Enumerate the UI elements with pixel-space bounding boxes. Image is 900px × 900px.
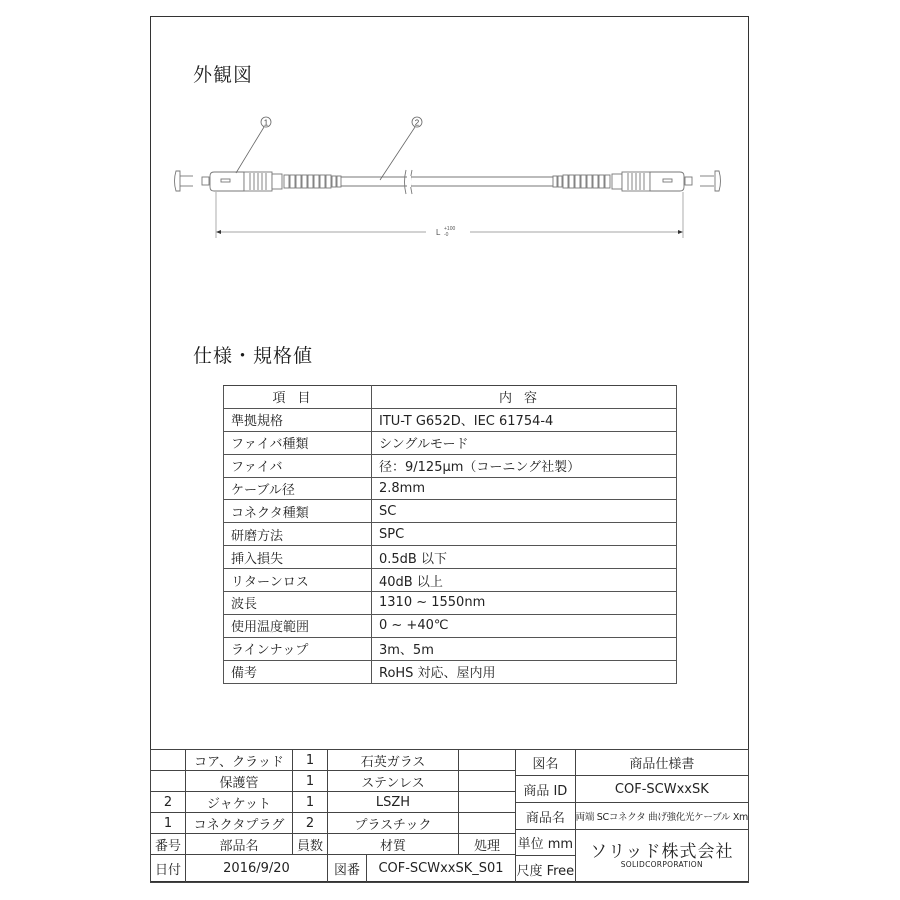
part-no <box>151 771 186 792</box>
spec-value: SC <box>372 500 677 523</box>
part-qty: 1 <box>293 792 328 813</box>
drawing-name-label: 図名 <box>516 750 576 776</box>
parts-list-header <box>151 834 516 855</box>
spec-value: 40dB 以上 <box>372 569 677 592</box>
table-row <box>151 771 516 792</box>
date-label: 日付 <box>151 855 186 883</box>
table-row <box>224 431 677 454</box>
spec-value: ITU-T G652D、IEC 61754-4 <box>372 408 677 431</box>
drawing-name-value: 商品仕様書 <box>575 750 748 776</box>
spec-item: 波長 <box>224 592 372 615</box>
tolerance-upper: +100 <box>444 226 456 232</box>
header-material: 材質 <box>328 834 459 855</box>
part-treatment <box>459 771 516 792</box>
right-dust-cap-icon <box>715 171 721 191</box>
table-row <box>224 569 677 592</box>
header-no: 番号 <box>151 834 186 855</box>
spec-table-header <box>224 386 677 409</box>
table-row <box>151 792 516 813</box>
parts-list <box>150 749 516 883</box>
table-row <box>224 614 677 637</box>
spec-item: 準拠規格 <box>224 408 372 431</box>
table-row <box>224 546 677 569</box>
callout-1: 1 <box>263 118 269 128</box>
table-row <box>224 477 677 500</box>
date-row <box>151 855 516 883</box>
spec-value: 0.5dB 以下 <box>372 546 677 569</box>
unit-row <box>516 830 749 856</box>
spec-item: ラインナップ <box>224 637 372 660</box>
product-name-row <box>516 803 749 830</box>
spec-title: 仕様・規格値 <box>193 345 314 367</box>
date-value: 2016/9/20 <box>186 855 328 883</box>
spec-value: 0 ~ +40℃ <box>372 614 677 637</box>
table-row <box>224 592 677 615</box>
company-cell <box>575 830 748 883</box>
part-qty: 2 <box>293 813 328 834</box>
table-row <box>151 750 516 771</box>
part-name: コネクタプラグ <box>186 813 293 834</box>
product-id-label: 商品 ID <box>516 776 576 803</box>
part-name: ジャケット <box>186 792 293 813</box>
header-name: 部品名 <box>186 834 293 855</box>
unit-label: 単位 mm <box>516 830 576 856</box>
header-content: 内容 <box>372 386 677 409</box>
scale-label: 尺度 Free <box>516 856 576 883</box>
left-dust-cap-icon <box>175 171 181 191</box>
table-row <box>224 454 677 477</box>
spec-item: 挿入損失 <box>224 546 372 569</box>
table-row <box>224 637 677 660</box>
table-row <box>224 500 677 523</box>
spec-value: 2.8mm <box>372 477 677 500</box>
part-material: ステンレス <box>328 771 459 792</box>
spec-value: SPC <box>372 523 677 546</box>
spec-value: 1310 ~ 1550nm <box>372 592 677 615</box>
callout-2: 2 <box>414 118 420 128</box>
drawing-no-value: COF-SCWxxSK_S01 <box>367 855 516 883</box>
part-no <box>151 750 186 771</box>
drawing-name-row <box>516 750 749 776</box>
drawing-no-label: 図番 <box>328 855 367 883</box>
spec-value: シングルモード <box>372 431 677 454</box>
company-name: ソリッド株式会社 <box>590 842 734 862</box>
product-name-value: 両端 SCコネクタ 曲げ強化光ケーブル Xm <box>575 803 748 830</box>
table-row <box>224 660 677 683</box>
product-id-row <box>516 776 749 803</box>
part-treatment <box>459 792 516 813</box>
part-treatment <box>459 750 516 771</box>
part-material: プラスチック <box>328 813 459 834</box>
appearance-title: 外観図 <box>193 64 254 86</box>
spec-item: ケーブル径 <box>224 477 372 500</box>
table-row <box>151 813 516 834</box>
header-item: 項目 <box>224 386 372 409</box>
part-qty: 1 <box>293 771 328 792</box>
part-no: 1 <box>151 813 186 834</box>
part-no: 2 <box>151 792 186 813</box>
product-id-value: COF-SCWxxSK <box>575 776 748 803</box>
spec-item: ファイバ <box>224 454 372 477</box>
part-name: コア、クラッド <box>186 750 293 771</box>
product-name-label: 商品名 <box>516 803 576 830</box>
part-name: 保護管 <box>186 771 293 792</box>
spec-item: 備考 <box>224 660 372 683</box>
spec-table <box>223 385 677 684</box>
header-treatment: 処理 <box>459 834 516 855</box>
part-treatment <box>459 813 516 834</box>
part-qty: 1 <box>293 750 328 771</box>
company-name-en: SOLIDCORPORATION <box>620 860 703 869</box>
spec-item: リターンロス <box>224 569 372 592</box>
dimension-label: L <box>436 228 441 237</box>
part-material: LSZH <box>328 792 459 813</box>
cable-drawing <box>165 110 735 245</box>
spec-item: 使用温度範囲 <box>224 614 372 637</box>
part-material: 石英ガラス <box>328 750 459 771</box>
spec-value: RoHS 対応、屋内用 <box>372 660 677 683</box>
spec-value: 径：9/125μm（コーニング社製） <box>372 454 677 477</box>
spec-item: コネクタ種類 <box>224 500 372 523</box>
table-row <box>224 523 677 546</box>
spec-item: ファイバ種類 <box>224 431 372 454</box>
title-block <box>515 749 749 883</box>
tolerance-lower: -0 <box>444 232 449 238</box>
table-row <box>224 408 677 431</box>
spec-value: 3m、5m <box>372 637 677 660</box>
spec-item: 研磨方法 <box>224 523 372 546</box>
header-qty: 員数 <box>293 834 328 855</box>
